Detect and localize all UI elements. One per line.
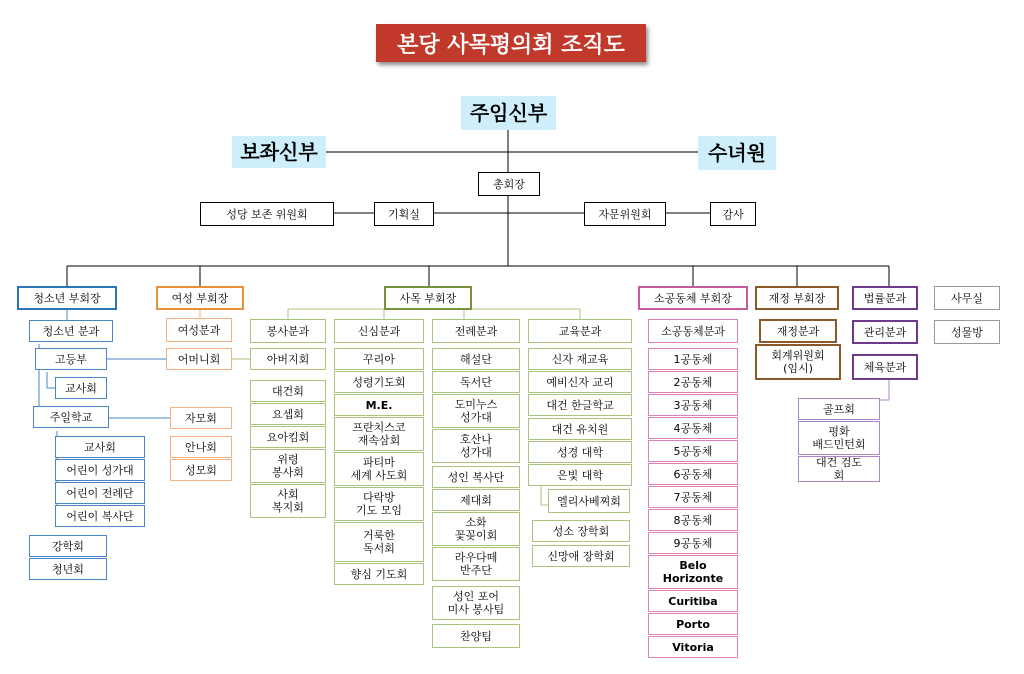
faith-item: 프란치스코 재속삼회 <box>334 417 424 451</box>
faith-division-box: 신심분과 <box>334 319 424 343</box>
education-item: 은빛 대학 <box>528 464 632 486</box>
office-box: 사무실 <box>934 286 1000 310</box>
community-division-box: 소공동체분과 <box>648 319 738 343</box>
president-box: 총회장 <box>478 172 540 196</box>
law-division-box: 법률분과 <box>852 286 918 310</box>
finance-division-box: 재정분과 <box>759 319 837 343</box>
women-item: 자모회 <box>170 407 232 429</box>
service-item: 요아킴회 <box>250 426 326 448</box>
service-item: 대건회 <box>250 380 326 402</box>
liturgy-item: 호산나 성가대 <box>432 429 520 463</box>
pastor-box: 주임신부 <box>461 96 556 130</box>
education-item: 예비신자 교리 <box>528 371 632 393</box>
convent-box: 수녀원 <box>698 136 776 170</box>
sports-club: 대건 검도 회 <box>798 456 880 482</box>
faith-item: 거룩한 독서회 <box>334 522 424 562</box>
community-item: 4공동체 <box>648 417 738 439</box>
service-item: 위령 봉사회 <box>250 449 326 483</box>
mothers-box: 어머니회 <box>166 348 232 370</box>
faith-item: M.E. <box>334 394 424 416</box>
community-item: Curitiba <box>648 590 738 612</box>
planning-box: 기획실 <box>374 202 434 226</box>
community-item: Porto <box>648 613 738 635</box>
women-item: 성모회 <box>170 459 232 481</box>
accounting-committee-box: 회계위원회 (임시) <box>755 344 841 380</box>
community-item: 8공동체 <box>648 509 738 531</box>
education-division-box: 교육분과 <box>528 319 632 343</box>
faith-item: 다락방 기도 모임 <box>334 487 424 521</box>
management-division-box: 관리분과 <box>852 320 918 344</box>
sundayschool-box: 주일학교 <box>33 406 109 428</box>
women-vice-president-box: 여성 부회장 <box>156 286 244 310</box>
women-division-box: 여성분과 <box>166 318 232 342</box>
audit-box: 감사 <box>710 202 756 226</box>
community-vice-president-box: 소공동체 부회장 <box>638 286 748 310</box>
pastoral-vice-president-box: 사목 부회장 <box>384 286 472 310</box>
community-item: 7공동체 <box>648 486 738 508</box>
ss-item: 교사회 <box>55 436 145 458</box>
liturgy-item: 소화 꽃꽂이회 <box>432 512 520 546</box>
community-item: 5공동체 <box>648 440 738 462</box>
service-item: 아버지회 <box>250 348 326 370</box>
liturgy-item: 라우다떼 반주단 <box>432 547 520 581</box>
service-item: 사회 복지회 <box>250 484 326 518</box>
youth-vice-president-box: 청소년 부회장 <box>17 286 117 310</box>
liturgy-item: 찬양팀 <box>432 624 520 648</box>
faith-item: 파티마 세계 사도회 <box>334 452 424 486</box>
community-item: 9공동체 <box>648 532 738 554</box>
education-item: 대건 유치원 <box>528 418 632 440</box>
liturgy-item: 도미누스 성가대 <box>432 394 520 428</box>
community-item: 1공동체 <box>648 348 738 370</box>
liturgy-item: 해설단 <box>432 348 520 370</box>
ss-item: 어린이 성가대 <box>55 459 145 481</box>
faith-item: 꾸리아 <box>334 348 424 370</box>
community-item: 6공동체 <box>648 463 738 485</box>
hs-teachers-box: 교사회 <box>55 377 107 399</box>
finance-vice-president-box: 재정 부회장 <box>755 286 839 310</box>
liturgy-item: 독서단 <box>432 371 520 393</box>
education-extra-item: 성소 장학회 <box>532 520 630 542</box>
page-title: 본당 사목평의회 조직도 <box>376 24 646 62</box>
liturgy-division-box: 전례분과 <box>432 319 520 343</box>
service-item: 요셉회 <box>250 403 326 425</box>
women-item: 안나회 <box>170 436 232 458</box>
assistant-pastor-box: 보좌신부 <box>232 136 326 168</box>
education-item: 성경 대학 <box>528 441 632 463</box>
youth-extra-item: 청년회 <box>29 558 107 580</box>
liturgy-item: 성인 포어 미사 봉사팀 <box>432 586 520 620</box>
youth-extra-item: 강학회 <box>29 535 107 557</box>
sports-club: 골프회 <box>798 398 880 420</box>
community-item: 2공동체 <box>648 371 738 393</box>
youth-division-box: 청소년 분과 <box>29 320 113 342</box>
education-extra-item: 신망애 장학회 <box>532 545 630 567</box>
preservation-committee-box: 성당 보존 위원회 <box>200 202 334 226</box>
community-item: Vitoria <box>648 636 738 658</box>
elisabeth-box: 엘리사베찌회 <box>548 489 630 513</box>
ss-item: 어린이 복사단 <box>55 505 145 527</box>
sports-division-box: 체육분과 <box>852 354 918 380</box>
liturgy-item: 제대회 <box>432 489 520 511</box>
community-item: 3공동체 <box>648 394 738 416</box>
education-item: 신자 재교육 <box>528 348 632 370</box>
faith-item: 성령기도회 <box>334 371 424 393</box>
ss-item: 어린이 전례단 <box>55 482 145 504</box>
advisory-committee-box: 자문위원회 <box>584 202 666 226</box>
sports-club: 평화 배드민턴회 <box>798 421 880 455</box>
service-division-box: 봉사분과 <box>250 319 326 343</box>
community-item: Belo Horizonte <box>648 555 738 589</box>
education-item: 대건 한글학교 <box>528 394 632 416</box>
faith-item: 향심 기도회 <box>334 563 424 585</box>
liturgy-item: 성인 복사단 <box>432 466 520 488</box>
highschool-box: 고등부 <box>35 348 107 370</box>
goods-shop-box: 성물방 <box>934 320 1000 344</box>
